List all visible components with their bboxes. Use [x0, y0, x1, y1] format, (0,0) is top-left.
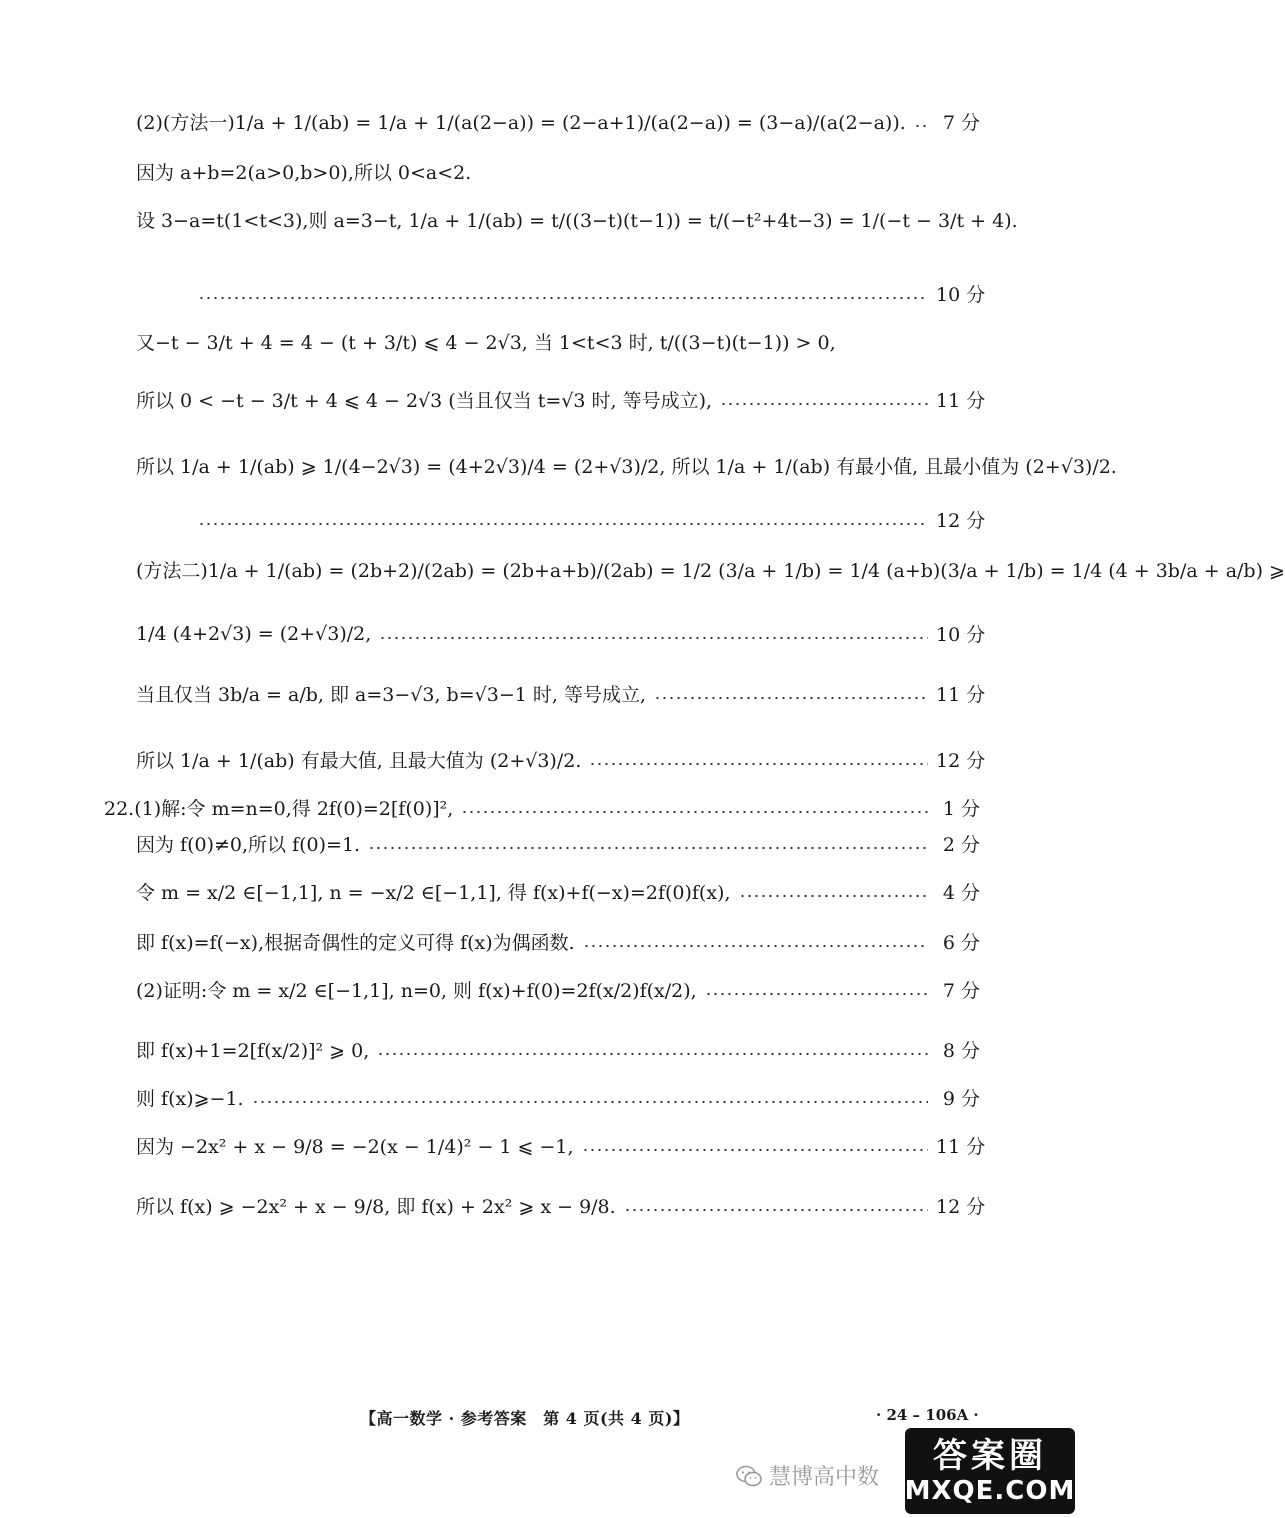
- answer-line: [136, 1036, 980, 1063]
- site-logo-stamp: [905, 1428, 1075, 1514]
- line-text: 所以 1/a + 1/(ab) ⩾ 1/(4−2√3) = (4+2√3)/4 = (2+√3)/2, 所以 1/a + 1/(ab) 有最小值, 且最小值为 (2+√3)/2.: [136, 456, 1117, 478]
- line-text: 设 3−a=t(1<t<3),则 a=3−t, 1/a + 1/(ab) = t/((3−t)(t−1)) = t/(−t²+4t−3) = 1/(−t − 3/t + 4).: [136, 210, 1018, 232]
- answer-line: [136, 206, 1018, 233]
- line-text: 所以 f(x) ⩾ −2x² + x − 9/8, 即 f(x) + 2x² ⩾ x − 9/8.: [136, 1196, 616, 1218]
- answer-line: [190, 506, 986, 533]
- answer-line: [136, 328, 980, 355]
- score-label: 1 分: [942, 798, 980, 820]
- score-label: 6 分: [942, 932, 980, 954]
- answer-line: [136, 158, 980, 185]
- answer-line: [136, 1132, 986, 1159]
- answer-line: [190, 280, 986, 307]
- line-text: 所以 0 < −t − 3/t + 4 ⩽ 4 − 2√3 (当且仅当 t=√3 时, 等号成立),: [136, 390, 713, 412]
- line-text: 又−t − 3/t + 4 = 4 − (t + 3/t) ⩽ 4 − 2√3, 当 1<t<3 时, t/((3−t)(t−1)) > 0,: [136, 332, 836, 354]
- leader-dots: [583, 944, 928, 948]
- line-text: 当且仅当 3b/a = a/b, 即 a=3−√3, b=√3−1 时, 等号成立,: [136, 684, 647, 706]
- line-text: 所以 1/a + 1/(ab) 有最大值, 且最大值为 (2+√3)/2.: [136, 750, 582, 772]
- leader-dots: [739, 894, 928, 898]
- line-text: 22.(1)解:令 m=n=0,得 2f(0)=2[f(0)]²,: [104, 798, 454, 820]
- page-footer: 【高一数学 · 参考答案 第 4 页(共 4 页)】: [360, 1409, 690, 1428]
- line-text: (2)(方法一)1/a + 1/(ab) = 1/a + 1/(a(2−a)) = (2−a+1)/(a(2−a)) = (3−a)/(a(2−a)).: [136, 112, 906, 134]
- document-code: · 24 – 106A ·: [876, 1406, 979, 1424]
- line-text: 因为 f(0)≠0,所以 f(0)=1.: [136, 834, 361, 856]
- answer-line: [136, 386, 986, 413]
- answer-line: [136, 976, 980, 1003]
- score-label: 11 分: [936, 684, 986, 706]
- line-text: 1/4 (4+2√3) = (2+√3)/2,: [136, 622, 372, 645]
- score-label: 7 分: [942, 112, 980, 134]
- score-label: 8 分: [942, 1040, 980, 1062]
- answer-line: [136, 1192, 986, 1219]
- answer-line: [136, 830, 980, 857]
- score-label: 12 分: [936, 750, 986, 772]
- answer-line: [136, 620, 986, 647]
- score-label: 11 分: [936, 1136, 986, 1158]
- leader-dots: [582, 1148, 928, 1152]
- leader-dots: [589, 762, 928, 766]
- answer-line: [136, 746, 986, 773]
- leader-dots: [720, 402, 928, 406]
- score-label: 12 分: [936, 510, 986, 532]
- leader-dots: [198, 522, 928, 526]
- line-text: (方法二)1/a + 1/(ab) = (2b+2)/(2ab) = (2b+a+b)/(2ab) = 1/2 (3/a + 1/b) = 1/4 (a+b)(3/a + 1/b) = 1/4 (4 + 3b/a + a/b) ⩾: [136, 560, 1285, 582]
- answer-line: [136, 680, 986, 707]
- answer-line: [136, 556, 1285, 583]
- wechat-watermark: [735, 1460, 879, 1491]
- answer-line: [136, 452, 1117, 479]
- leader-dots: [654, 696, 928, 700]
- score-label: 4 分: [942, 882, 980, 904]
- leader-dots: [624, 1208, 928, 1212]
- line-text: 因为 a+b=2(a>0,b>0),所以 0<a<2.: [136, 162, 472, 184]
- leader-dots: [377, 1052, 928, 1056]
- score-label: 10 分: [936, 624, 986, 646]
- line-text: (2)证明:令 m = x/2 ∈[−1,1], n=0, 则 f(x)+f(0)=2f(x/2)f(x/2),: [136, 980, 697, 1002]
- line-text: 即 f(x)+1=2[f(x/2)]² ⩾ 0,: [136, 1040, 370, 1062]
- wechat-icon: [735, 1464, 763, 1488]
- leader-dots: [198, 296, 928, 300]
- score-label: 7 分: [942, 980, 980, 1002]
- wechat-name: 慧博高中数: [769, 1465, 880, 1490]
- answer-line: [104, 794, 980, 821]
- score-label: 12 分: [936, 1196, 986, 1218]
- leader-dots: [252, 1100, 928, 1104]
- score-label: 9 分: [942, 1088, 980, 1110]
- leader-dots: [914, 124, 928, 128]
- line-text: 因为 −2x² + x − 9/8 = −2(x − 1/4)² − 1 ⩽ −1,: [136, 1136, 574, 1158]
- leader-dots: [379, 636, 928, 640]
- answer-line: [136, 928, 980, 955]
- answer-line: [136, 1084, 980, 1111]
- line-text: 即 f(x)=f(−x),根据奇偶性的定义可得 f(x)为偶函数.: [136, 932, 575, 954]
- leader-dots: [461, 810, 928, 814]
- line-text: 则 f(x)⩾−1.: [136, 1088, 244, 1110]
- answer-line: [136, 108, 980, 135]
- stamp-url: MXQE.COM: [904, 1476, 1076, 1506]
- answer-line: [136, 878, 980, 905]
- stamp-title: 答案圈: [933, 1436, 1047, 1476]
- leader-dots: [368, 846, 928, 850]
- score-label: 10 分: [936, 284, 986, 306]
- leader-dots: [705, 992, 928, 996]
- score-label: 2 分: [942, 834, 980, 856]
- line-text: 令 m = x/2 ∈[−1,1], n = −x/2 ∈[−1,1], 得 f(x)+f(−x)=2f(0)f(x),: [136, 882, 731, 904]
- score-label: 11 分: [936, 390, 986, 412]
